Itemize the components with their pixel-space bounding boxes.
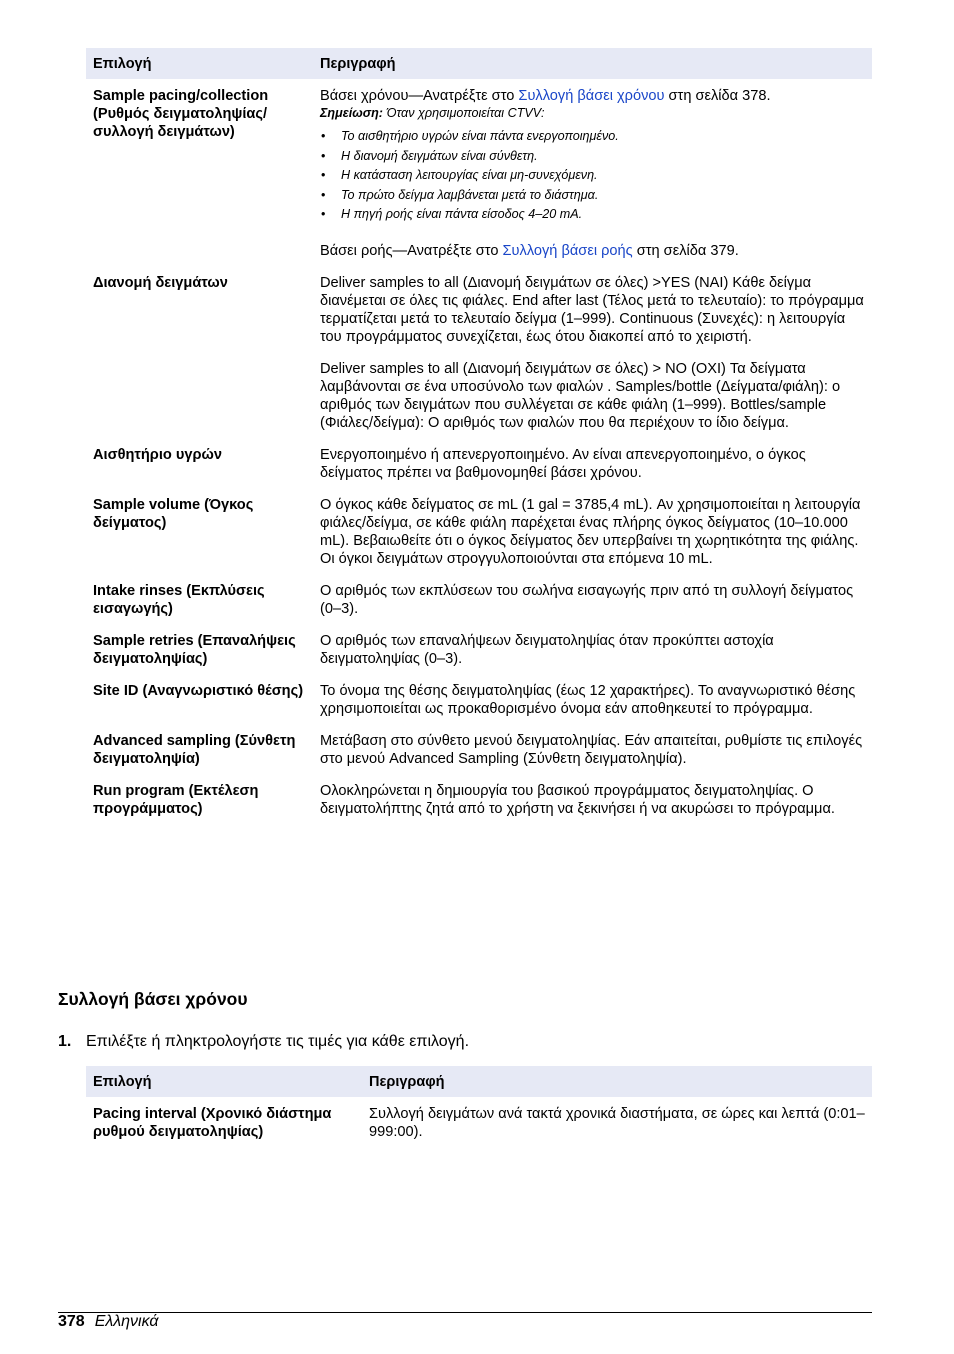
pacing-table	[86, 1066, 872, 1147]
option-description: Συλλογή δειγμάτων ανά τακτά χρονικά διαστήματα, σε ώρες και λεπτά (0:01–999:00).	[369, 1106, 865, 1140]
option-name: Sample volume (Όγκος δείγματος)	[93, 496, 254, 531]
option-description: Το όνομα της θέσης δειγματοληψίας (έως 12 χαρακτήρες). Το αναγνωριστικό θέσης χρησιμοποιείται ως προκαθορισμένο όνομα εάν αποθηκευτεί το πρόγραμμα.	[320, 682, 856, 717]
table-row	[86, 624, 872, 674]
paragraph: Deliver samples to all (Διανομή δειγμάτων σε όλες) > NO (OXI) Τα δείγματα λαμβάνονται σε ένα υποσύνολο των φιαλών . Samples/bottle (Δείγματα/φιάλη): ο αριθμός των δειγμάτων που συλλέγεται σε κάθε φιάλη (1–999). Bottles/sample (Φιάλες/δείγμα): Ο αριθμός των φιαλών που θα περιέχουν το ίδιο δείγμα.	[320, 360, 841, 431]
bullet-list	[320, 127, 865, 225]
table-row	[86, 438, 872, 488]
option-description	[313, 79, 872, 266]
option-description: Ο αριθμός των επαναλήψεων δειγματοληψίας όταν προκύπτει αστοχία δειγματοληψίας (0–3).	[320, 632, 774, 667]
option-name: Run program (Εκτέλεση προγράμματος)	[93, 782, 259, 817]
text: στη σελίδα 379.	[632, 242, 739, 259]
table-row	[86, 1097, 872, 1147]
table-row	[86, 724, 872, 774]
section-title: Συλλογή βάσει χρόνου	[58, 989, 248, 1009]
footer-language: Ελληνικά	[94, 1313, 159, 1330]
table-row	[86, 574, 872, 624]
option-description	[313, 266, 872, 438]
table-row	[86, 79, 872, 266]
note-text: Όταν χρησιμοποιείται CTVV:	[383, 106, 545, 120]
options-table	[86, 48, 872, 824]
text: Βάσει ροής—Ανατρέξτε στο	[320, 242, 503, 259]
option-name: Site ID (Αναγνωριστικό θέσης)	[93, 682, 304, 699]
table-header-row	[86, 48, 872, 79]
header-description: Περιγραφή	[362, 1066, 872, 1097]
page-footer	[58, 1313, 159, 1331]
option-description: Μετάβαση στο σύνθετο μενού δειγματοληψίας. Εάν απαιτείται, ρυθμίστε τις επιλογές στο μενού Advanced Sampling (Σύνθετη δειγματοληψία).	[320, 732, 863, 767]
footer-divider	[58, 1312, 872, 1313]
option-name: Intake rinses (Εκπλύσεις εισαγωγής)	[93, 582, 265, 617]
table-row	[86, 488, 872, 574]
option-description: Ενεργοποιημένο ή απενεργοποιημένο. Αν είναι απενεργοποιημένο, ο όγκος δείγματος πρέπει να βαθμονομηθεί βάσει χρόνου.	[320, 446, 806, 481]
list-item: • Η πηγή ροής είναι πάντα είσοδος 4–20 mA.	[320, 205, 865, 225]
option-description: Ο όγκος κάθε δείγματος σε mL (1 gal = 3785,4 mL). Αν χρησιμοποιείται η λειτουργία φιάλες/δείγμα, σε κάθε φιάλη παρέχεται ένας πλήρης όγκος δείγματος (10–10.000 mL). Βεβαιωθείτε ότι ο όγκος δείγματος δεν υπερβαίνει τη χωρητικότητα της φιάλης. Οι όγκοι δειγμάτων στρογγυλοποιούνται στα επόμενα 10 mL.	[320, 496, 861, 567]
text: Βάσει χρόνου—Ανατρέξτε στο	[320, 88, 519, 104]
link-flow-based-collection[interactable]: Συλλογή βάσει ροής	[502, 242, 633, 259]
settings-table-section	[86, 48, 872, 824]
paragraph	[320, 242, 865, 260]
header-option: Επιλογή	[86, 1066, 362, 1097]
option-name: Αισθητήριο υγρών	[93, 446, 222, 463]
step-number: 1.	[58, 1033, 72, 1050]
list-item: • Το αισθητήριο υγρών είναι πάντα ενεργοποιημένο.	[320, 127, 865, 147]
table-row	[86, 674, 872, 724]
option-description: Ο αριθμός των εκπλύσεων του σωλήνα εισαγωγής πριν από τη συλλογή δείγματος (0–3).	[320, 582, 854, 617]
option-name: Sample pacing/collection (Ρυθμός δειγματοληψίας/συλλογή δειγμάτων)	[93, 88, 269, 140]
option-name: Sample retries (Επαναλήψεις δειγματοληψίας)	[93, 632, 296, 667]
step-item	[58, 1033, 469, 1051]
option-name: Pacing interval (Χρονικό διάστημα ρυθμού δειγματοληψίας)	[93, 1106, 332, 1140]
note	[320, 105, 865, 121]
table-header-row	[86, 1066, 872, 1097]
step-text: Επιλέξτε ή πληκτρολογήστε τις τιμές για κάθε επιλογή.	[86, 1033, 470, 1050]
header-option: Επιλογή	[86, 48, 313, 79]
paragraph: Deliver samples to all (Διανομή δειγμάτων σε όλες) >YES (NAI) Κάθε δείγμα διανέμεται σε όλες τις φιάλες. End after last (Τέλος μετά το τελευταίο): το πρόγραμμα τερματίζεται μετά το τελευταίο δείγμα (1–999). Continuous (Συνεχές): η λειτουργία του προγράμματος συνεχίζεται, έως ότου διακοπεί από το χειριστή.	[320, 274, 864, 345]
link-time-based-collection[interactable]: Συλλογή βάσει χρόνου	[518, 88, 665, 104]
table-row	[86, 266, 872, 438]
note-label: Σημείωση:	[320, 106, 383, 120]
header-description: Περιγραφή	[313, 48, 872, 79]
option-name: Advanced sampling (Σύνθετη δειγματοληψία)	[93, 732, 296, 767]
paragraph	[320, 87, 865, 105]
page-number: 378	[58, 1313, 85, 1330]
text: στη σελίδα 378.	[664, 88, 771, 104]
list-item: • Η κατάσταση λειτουργίας είναι μη-συνεχόμενη.	[320, 166, 865, 186]
pacing-table-section	[86, 1066, 872, 1147]
list-item: • Η διανομή δειγμάτων είναι σύνθετη.	[320, 147, 865, 167]
option-name: Διανομή δειγμάτων	[93, 274, 228, 291]
table-row	[86, 774, 872, 824]
option-description: Ολοκληρώνεται η δημιουργία του βασικού προγράμματος δειγματοληψίας. Ο δειγματολήπτης ζητά από το χρήστη να ξεκινήσει ή να ακυρώσει το πρόγραμμα.	[320, 782, 835, 817]
list-item: • Το πρώτο δείγμα λαμβάνεται μετά το διάστημα.	[320, 186, 865, 206]
